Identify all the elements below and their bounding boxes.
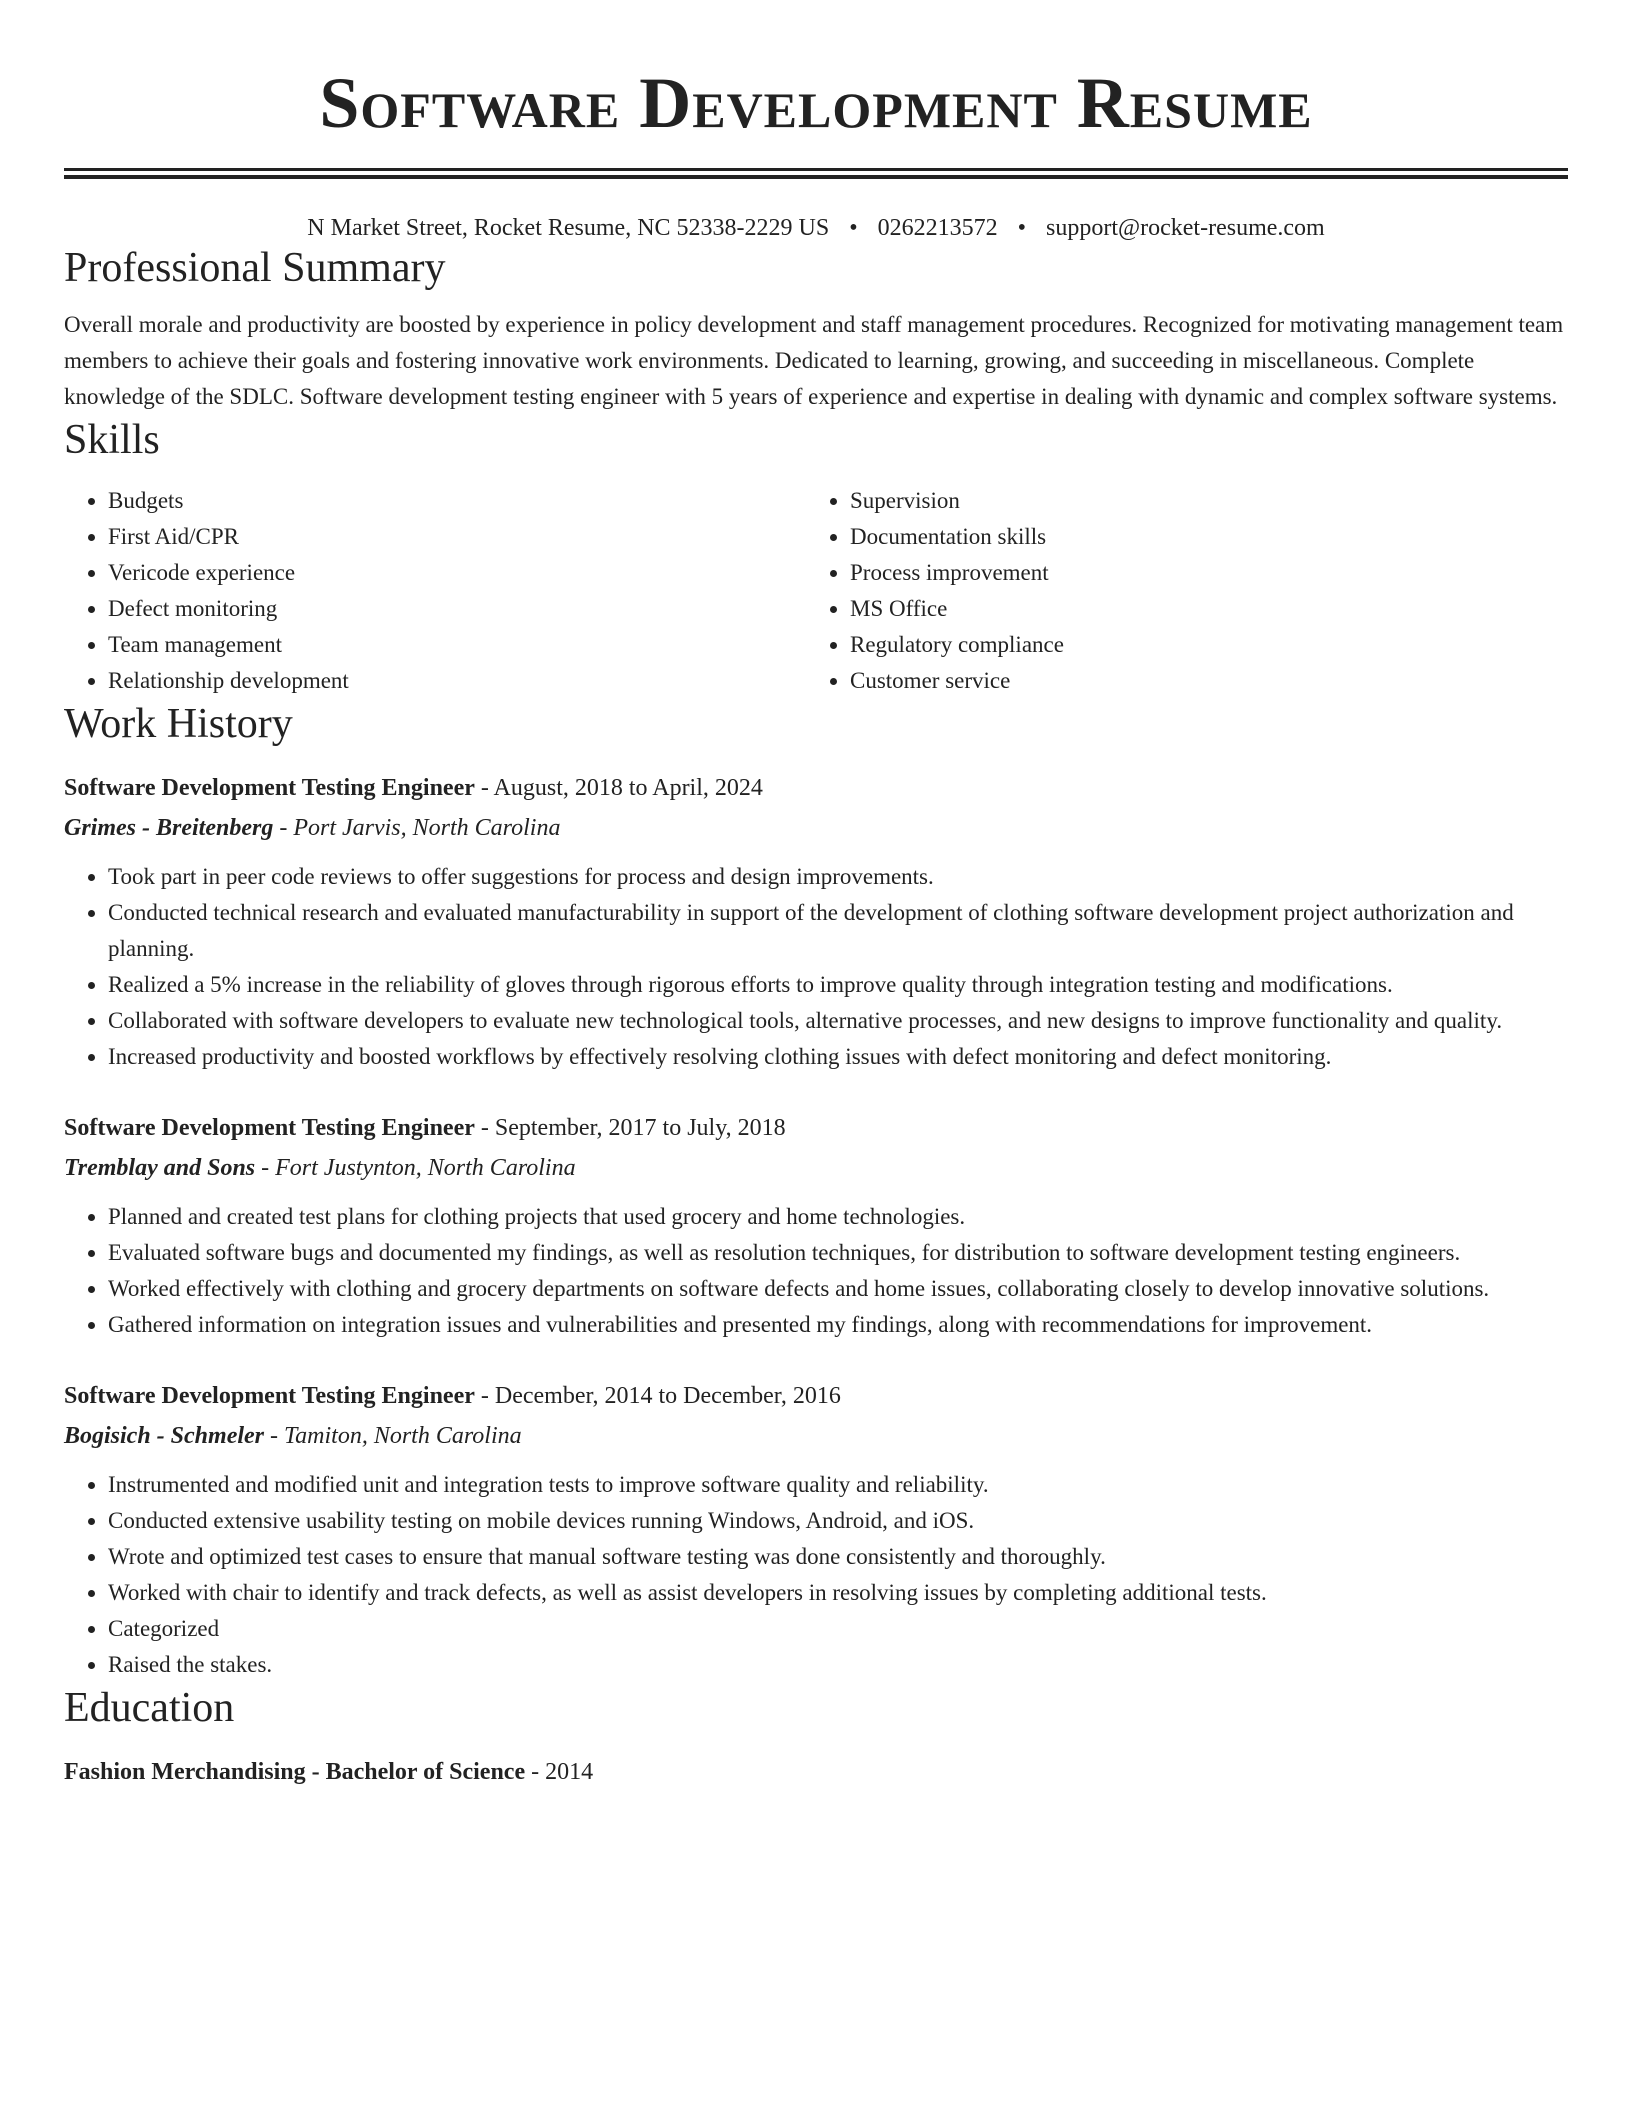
job-title-line: Software Development Testing Engineer - August, 2018 to April, 2024 (64, 775, 763, 801)
company-line: Bogisich - Schmeler - Tamiton, North Carolina (64, 1423, 522, 1449)
skills-list (64, 483, 1568, 699)
skill-item: • Relationship development (108, 663, 806, 699)
job-bullets (64, 859, 1568, 1075)
contact-line (64, 213, 1568, 243)
job-bullet: • Took part in peer code reviews to offer suggestions for process and design improvements. (108, 859, 1568, 895)
job-bullet: • Increased productivity and boosted workflows by effectively resolving clothing issues with defect monitoring and defect monitoring. (108, 1039, 1568, 1075)
contact-separator: • (1017, 215, 1027, 241)
job-bullet: • Planned and created test plans for clothing projects that used grocery and home technologies. (108, 1199, 1568, 1235)
job-location: Fort Justynton, North Carolina (275, 1155, 576, 1181)
summary-text: Overall morale and productivity are boosted by experience in policy development and staff management procedures. Recognized for motivating management team members to achieve their goals and fostering innovative work environments. Dedicated to learning, growing, and succeeding in miscellaneous. Complete knowledge of the SDLC. Software development testing engineer with 5 years of experience and expertise in dealing with dynamic and complex software systems. (64, 312, 1564, 409)
skill-item: • Budgets (108, 483, 806, 519)
job-title-line: Software Development Testing Engineer - September, 2017 to July, 2018 (64, 1115, 786, 1141)
company-line: Tremblay and Sons - Fort Justynton, North Carolina (64, 1155, 576, 1181)
job-bullet: • Categorized (108, 1611, 1568, 1647)
job-bullet: • Conducted extensive usability testing on mobile devices running Windows, Android, and iOS. (108, 1503, 1568, 1539)
job-location: Tamiton, North Carolina (284, 1423, 522, 1449)
skill-item: • MS Office (850, 591, 1548, 627)
education-year: 2014 (545, 1759, 594, 1785)
title-divider (64, 168, 1568, 179)
job-dates: September, 2017 to July, 2018 (494, 1115, 786, 1141)
job-bullets (64, 1199, 1568, 1343)
company-line: Grimes - Breitenberg - Port Jarvis, North Carolina (64, 815, 561, 841)
job-company: Grimes - Breitenberg (64, 815, 274, 841)
skill-item: • Supervision (850, 483, 1548, 519)
job-entry (64, 1111, 1568, 1343)
skill-item: • Process improvement (850, 555, 1548, 591)
job-entry (64, 771, 1568, 1075)
job-company: Bogisich - Schmeler (64, 1423, 265, 1449)
job-dates: December, 2014 to December, 2016 (494, 1383, 841, 1409)
job-bullet: • Wrote and optimized test cases to ensure that manual software testing was done consistently and thoroughly. (108, 1539, 1568, 1575)
skills-column-right (806, 483, 1548, 699)
job-entry (64, 1379, 1568, 1683)
skill-item: • Defect monitoring (108, 591, 806, 627)
contact-address: N Market Street, Rocket Resume, NC 52338-2229 US (307, 215, 830, 241)
skill-item: • Team management (108, 627, 806, 663)
skill-item: • Documentation skills (850, 519, 1548, 555)
work-history-heading: Work History (64, 701, 293, 747)
job-role: Software Development Testing Engineer (64, 1115, 475, 1141)
job-bullet: • Worked with chair to identify and track defects, as well as assist developers in resolving issues by completing additional tests. (108, 1575, 1568, 1611)
job-role: Software Development Testing Engineer (64, 1383, 475, 1409)
education-entry: Fashion Merchandising - Bachelor of Science - 2014 (64, 1759, 594, 1785)
job-location: Port Jarvis, North Carolina (293, 815, 561, 841)
education-degree: Fashion Merchandising - Bachelor of Science (64, 1759, 526, 1785)
skill-item: • Regulatory compliance (850, 627, 1548, 663)
job-role: Software Development Testing Engineer (64, 775, 475, 801)
job-title-line: Software Development Testing Engineer - December, 2014 to December, 2016 (64, 1383, 841, 1409)
summary-heading: Professional Summary (64, 245, 446, 291)
skills-column-left (64, 483, 806, 699)
contact-phone: 0262213572 (877, 215, 998, 241)
resume-title: Software Development Resume (319, 63, 1313, 143)
job-bullet: • Realized a 5% increase in the reliability of gloves through rigorous efforts to improve quality through integration testing and modifications. (108, 967, 1568, 1003)
skill-item: • Vericode experience (108, 555, 806, 591)
skills-heading: Skills (64, 417, 160, 463)
contact-separator: • (849, 215, 858, 241)
job-bullet: • Gathered information on integration issues and vulnerabilities and presented my findings, along with recommendations for improvement. (108, 1307, 1568, 1343)
job-bullet: • Evaluated software bugs and documented my findings, as well as resolution techniques, for distribution to software development testing engineers. (108, 1235, 1568, 1271)
skill-item: • First Aid/CPR (108, 519, 806, 555)
contact-email: support@rocket-resume.com (1046, 215, 1325, 241)
job-bullets (64, 1467, 1568, 1683)
job-dates: August, 2018 to April, 2024 (493, 775, 763, 801)
job-company: Tremblay and Sons (64, 1155, 256, 1181)
education-heading: Education (64, 1685, 235, 1731)
job-bullet: • Conducted technical research and evaluated manufacturability in support of the development of clothing software development project authorization and planning. (108, 895, 1568, 967)
job-bullet: • Worked effectively with clothing and grocery departments on software defects and home issues, collaborating closely to develop innovative solutions. (108, 1271, 1568, 1307)
job-bullet: • Collaborated with software developers to evaluate new technological tools, alternative processes, and new designs to improve functionality and quality. (108, 1003, 1568, 1039)
job-bullet: • Instrumented and modified unit and integration tests to improve software quality and reliability. (108, 1467, 1568, 1503)
job-bullet: • Raised the stakes. (108, 1647, 1568, 1683)
skill-item: • Customer service (850, 663, 1548, 699)
